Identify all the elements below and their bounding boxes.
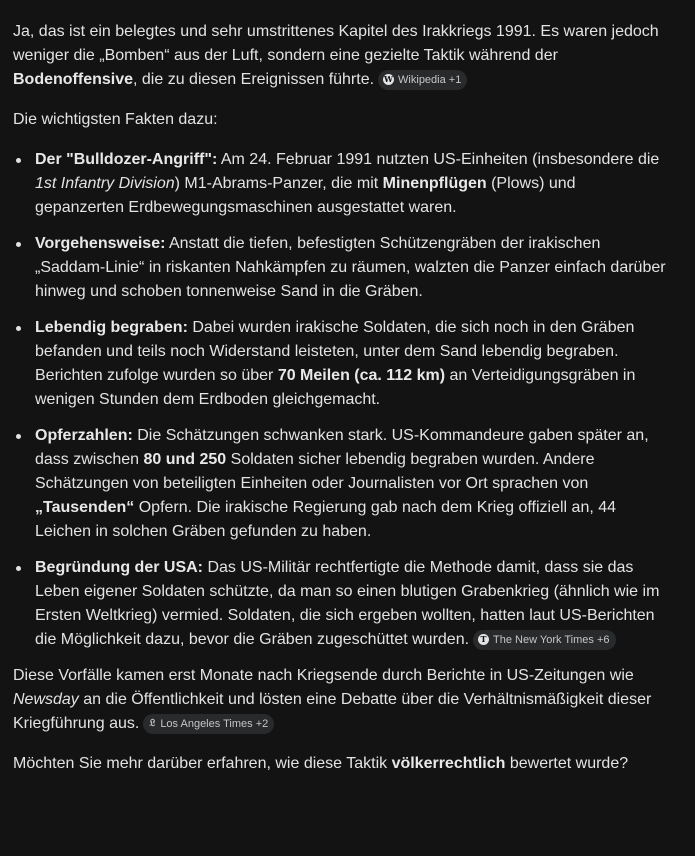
- item-text: ) M1-Abrams-Panzer, die mit: [174, 175, 383, 192]
- list-item: [13, 232, 667, 304]
- followup-paragraph: [13, 664, 667, 736]
- source-chip-label: Los Angeles Times +2: [160, 717, 269, 730]
- source-chip-latimes[interactable]: [143, 714, 274, 734]
- item-bold: 80 und 250: [143, 451, 227, 468]
- item-text: an Verteidigungsgräben in wenigen Stunden dem Erdboden gleichgemacht.: [35, 367, 636, 408]
- item-bold: „Tausenden“: [35, 499, 135, 516]
- wikipedia-icon: W: [384, 74, 394, 84]
- item-text: Opfern. Die irakische Regierung gab nach dem Krieg offiziell an, 44 Leichen in solchen Gräben gefunden zu haben.: [35, 499, 617, 540]
- list-item: [13, 424, 667, 544]
- question-text: Möchten Sie mehr darüber erfahren, wie diese Taktik: [13, 755, 392, 772]
- item-title: Der "Bulldozer-Angriff":: [35, 151, 218, 168]
- item-title: Vorgehensweise:: [35, 235, 166, 252]
- item-italic: 1st Infantry Division: [35, 175, 175, 192]
- item-title: Begründung der USA:: [35, 559, 203, 576]
- item-text: (Plows) und gepanzerten Erdbewegungsmaschinen ausgestattet waren.: [35, 175, 576, 216]
- item-text: Die Schätzungen schwanken stark. US-Kommandeure gaben später an, dass zwischen: [35, 427, 649, 468]
- source-chip-wikipedia[interactable]: [378, 70, 467, 90]
- intro-bold-bodenoffensive: Bodenoffensive: [13, 71, 134, 88]
- intro-text: Ja, das ist ein belegtes und sehr umstrittenes Kapitel des Irakkriegs 1991. Es waren jedoch weniger die „Bomben“ aus der Luft, sondern eine gezielte Taktik während der: [13, 23, 659, 64]
- source-chip-label: Wikipedia +1: [398, 73, 462, 86]
- list-item: [13, 316, 667, 412]
- facts-list: [13, 148, 667, 652]
- source-chip-nytimes[interactable]: [473, 630, 615, 650]
- source-chip-label: The New York Times +6: [493, 633, 610, 646]
- list-item: [13, 556, 667, 652]
- nytimes-icon: T: [478, 634, 489, 645]
- item-text: Dabei wurden irakische Soldaten, die sich noch in den Gräben befanden und teils noch Widerstand leisteten, unter dem Sand lebendig begraben. Berichten zufolge wurden so über: [35, 319, 635, 384]
- question-text-end: bewertet wurde?: [505, 755, 629, 772]
- item-text: Das US-Militär rechtfertigte die Methode damit, dass sie das Leben eigener Soldaten schützte, da man so einen blutigen Grabenkrieg (ähnlich wie im Ersten Weltkrieg) vermied. Soldaten, die sich ergeben wollten, hatten laut US-Berichten die Möglichkeit dazu, bevor die Gräben zugeschüttet wurden.: [35, 559, 660, 648]
- question-bold: völkerrechtlich: [391, 755, 506, 772]
- followup-italic-newsday: Newsday: [13, 691, 79, 708]
- list-item: [13, 148, 667, 220]
- item-bold: 70 Meilen (ca. 112 km): [277, 367, 446, 384]
- item-text: Soldaten sicher lebendig begraben wurden. Andere Schätzungen von beteiligten Einheiten oder Journalisten vor Ort sprachen von: [35, 451, 595, 492]
- latimes-icon: 𝔏: [149, 718, 156, 729]
- item-title: Lebendig begraben:: [35, 319, 188, 336]
- item-text: Am 24. Februar 1991 nutzten US-Einheiten (insbesondere die: [217, 151, 660, 168]
- item-bold: Minenpflügen: [382, 175, 487, 192]
- followup-text: Diese Vorfälle kamen erst Monate nach Kriegsende durch Berichte in US-Zeitungen wie: [13, 667, 634, 684]
- intro-text-end: , die zu diesen Ereignissen führte.: [133, 71, 375, 88]
- item-text: Anstatt die tiefen, befestigten Schützengräben der irakischen „Saddam-Linie“ in riskanten Nahkämpfen zu räumen, walzten die Panzer einfach darüber hinweg und schoben tonnenweise Sand in die Gräben.: [35, 235, 666, 300]
- item-title: Opferzahlen:: [35, 427, 133, 444]
- question-paragraph: [13, 752, 667, 776]
- intro-paragraph: [13, 20, 667, 92]
- facts-heading: Die wichtigsten Fakten dazu:: [13, 111, 218, 128]
- followup-text-end: an die Öffentlichkeit und lösten eine Debatte über die Verhältnismäßigkeit dieser Kriegführung aus.: [13, 691, 652, 732]
